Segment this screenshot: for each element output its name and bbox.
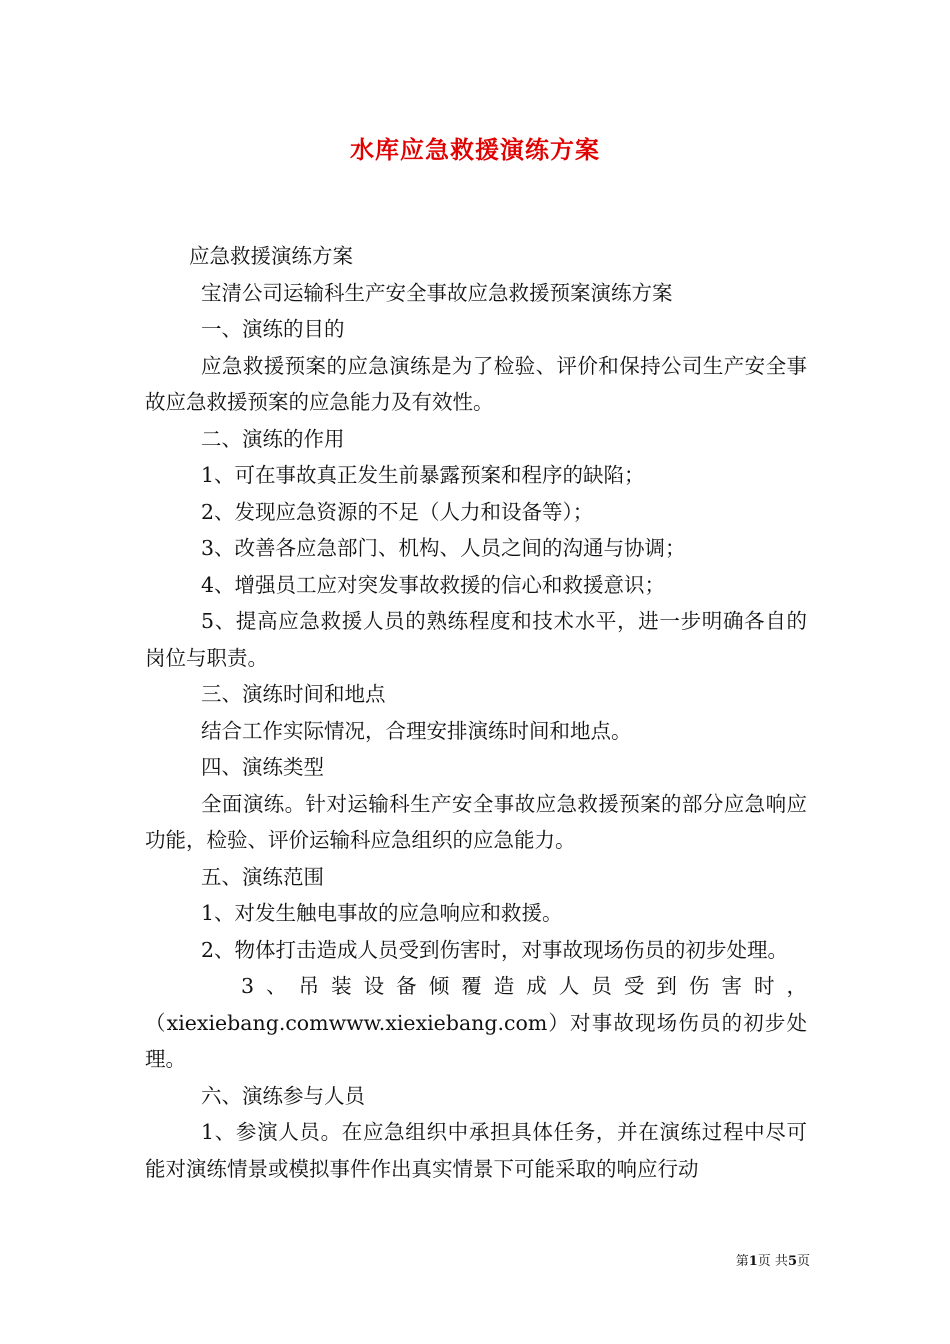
document-title: 水库应急救援演练方案	[350, 135, 600, 164]
list-item: 2、物体打击造成人员受到伤害时，对事故现场伤员的初步处理。	[201, 937, 789, 962]
footer-page-number: 1	[748, 1254, 758, 1269]
section-heading: 三、演练时间和地点	[201, 682, 386, 706]
footer-prefix: 第	[735, 1254, 749, 1269]
list-item: 1、可在事故真正发生前暴露预案和程序的缺陷；	[201, 463, 645, 487]
list-item: 5、提高应急救援人员的熟练程度和技术水平，进一步明确各自的岗位与职责。	[145, 609, 807, 670]
footer-suffix: 页	[796, 1254, 810, 1269]
paragraph: 宝清公司运输科生产安全事故应急救援预案演练方案	[201, 280, 673, 305]
page-footer	[700, 1250, 810, 1269]
list-item: 2、发现应急资源的不足（人力和设备等）；	[201, 499, 594, 524]
list-item: 4、增强员工应对突发事故救援的信心和救援意识；	[201, 572, 666, 597]
section-heading: 二、演练的作用	[201, 426, 345, 451]
section-heading: 四、演练类型	[201, 755, 324, 779]
section-heading: 一、演练的目的	[201, 317, 345, 341]
paragraph: 结合工作实际情况，合理安排演练时间和地点。	[201, 718, 632, 743]
list-item: 3、吊装设备倾覆造成人员受到伤害时，（xiexiebang.comwww.xiexiebang.com）对事故现场伤员的初步处理。	[145, 974, 807, 1071]
paragraph: 应急救援预案的应急演练是为了检验、评价和保持公司生产安全事故应急救援预案的应急能力及有效性。	[145, 353, 807, 414]
list-item: 1、参演人员。在应急组织中承担具体任务，并在演练过程中尽可能对演练情景或模拟事件作出真实情景下可能采取的响应行动	[145, 1120, 807, 1181]
footer-total-pages: 5	[787, 1254, 797, 1269]
list-item: 3、改善各应急部门、机构、人员之间的沟通与协调；	[201, 536, 686, 560]
section-heading: 五、演练范围	[201, 864, 324, 889]
document-body	[145, 238, 807, 1187]
section-heading: 六、演练参与人员	[201, 1083, 365, 1108]
footer-middle: 页 共	[757, 1254, 788, 1269]
paragraph: 全面演练。针对运输科生产安全事故应急救援预案的部分应急响应功能，检验、评价运输科应急组织的应急能力。	[145, 791, 807, 852]
paragraph: 应急救援演练方案	[189, 244, 353, 268]
list-item: 1、对发生触电事故的应急响应和救援。	[201, 901, 563, 925]
